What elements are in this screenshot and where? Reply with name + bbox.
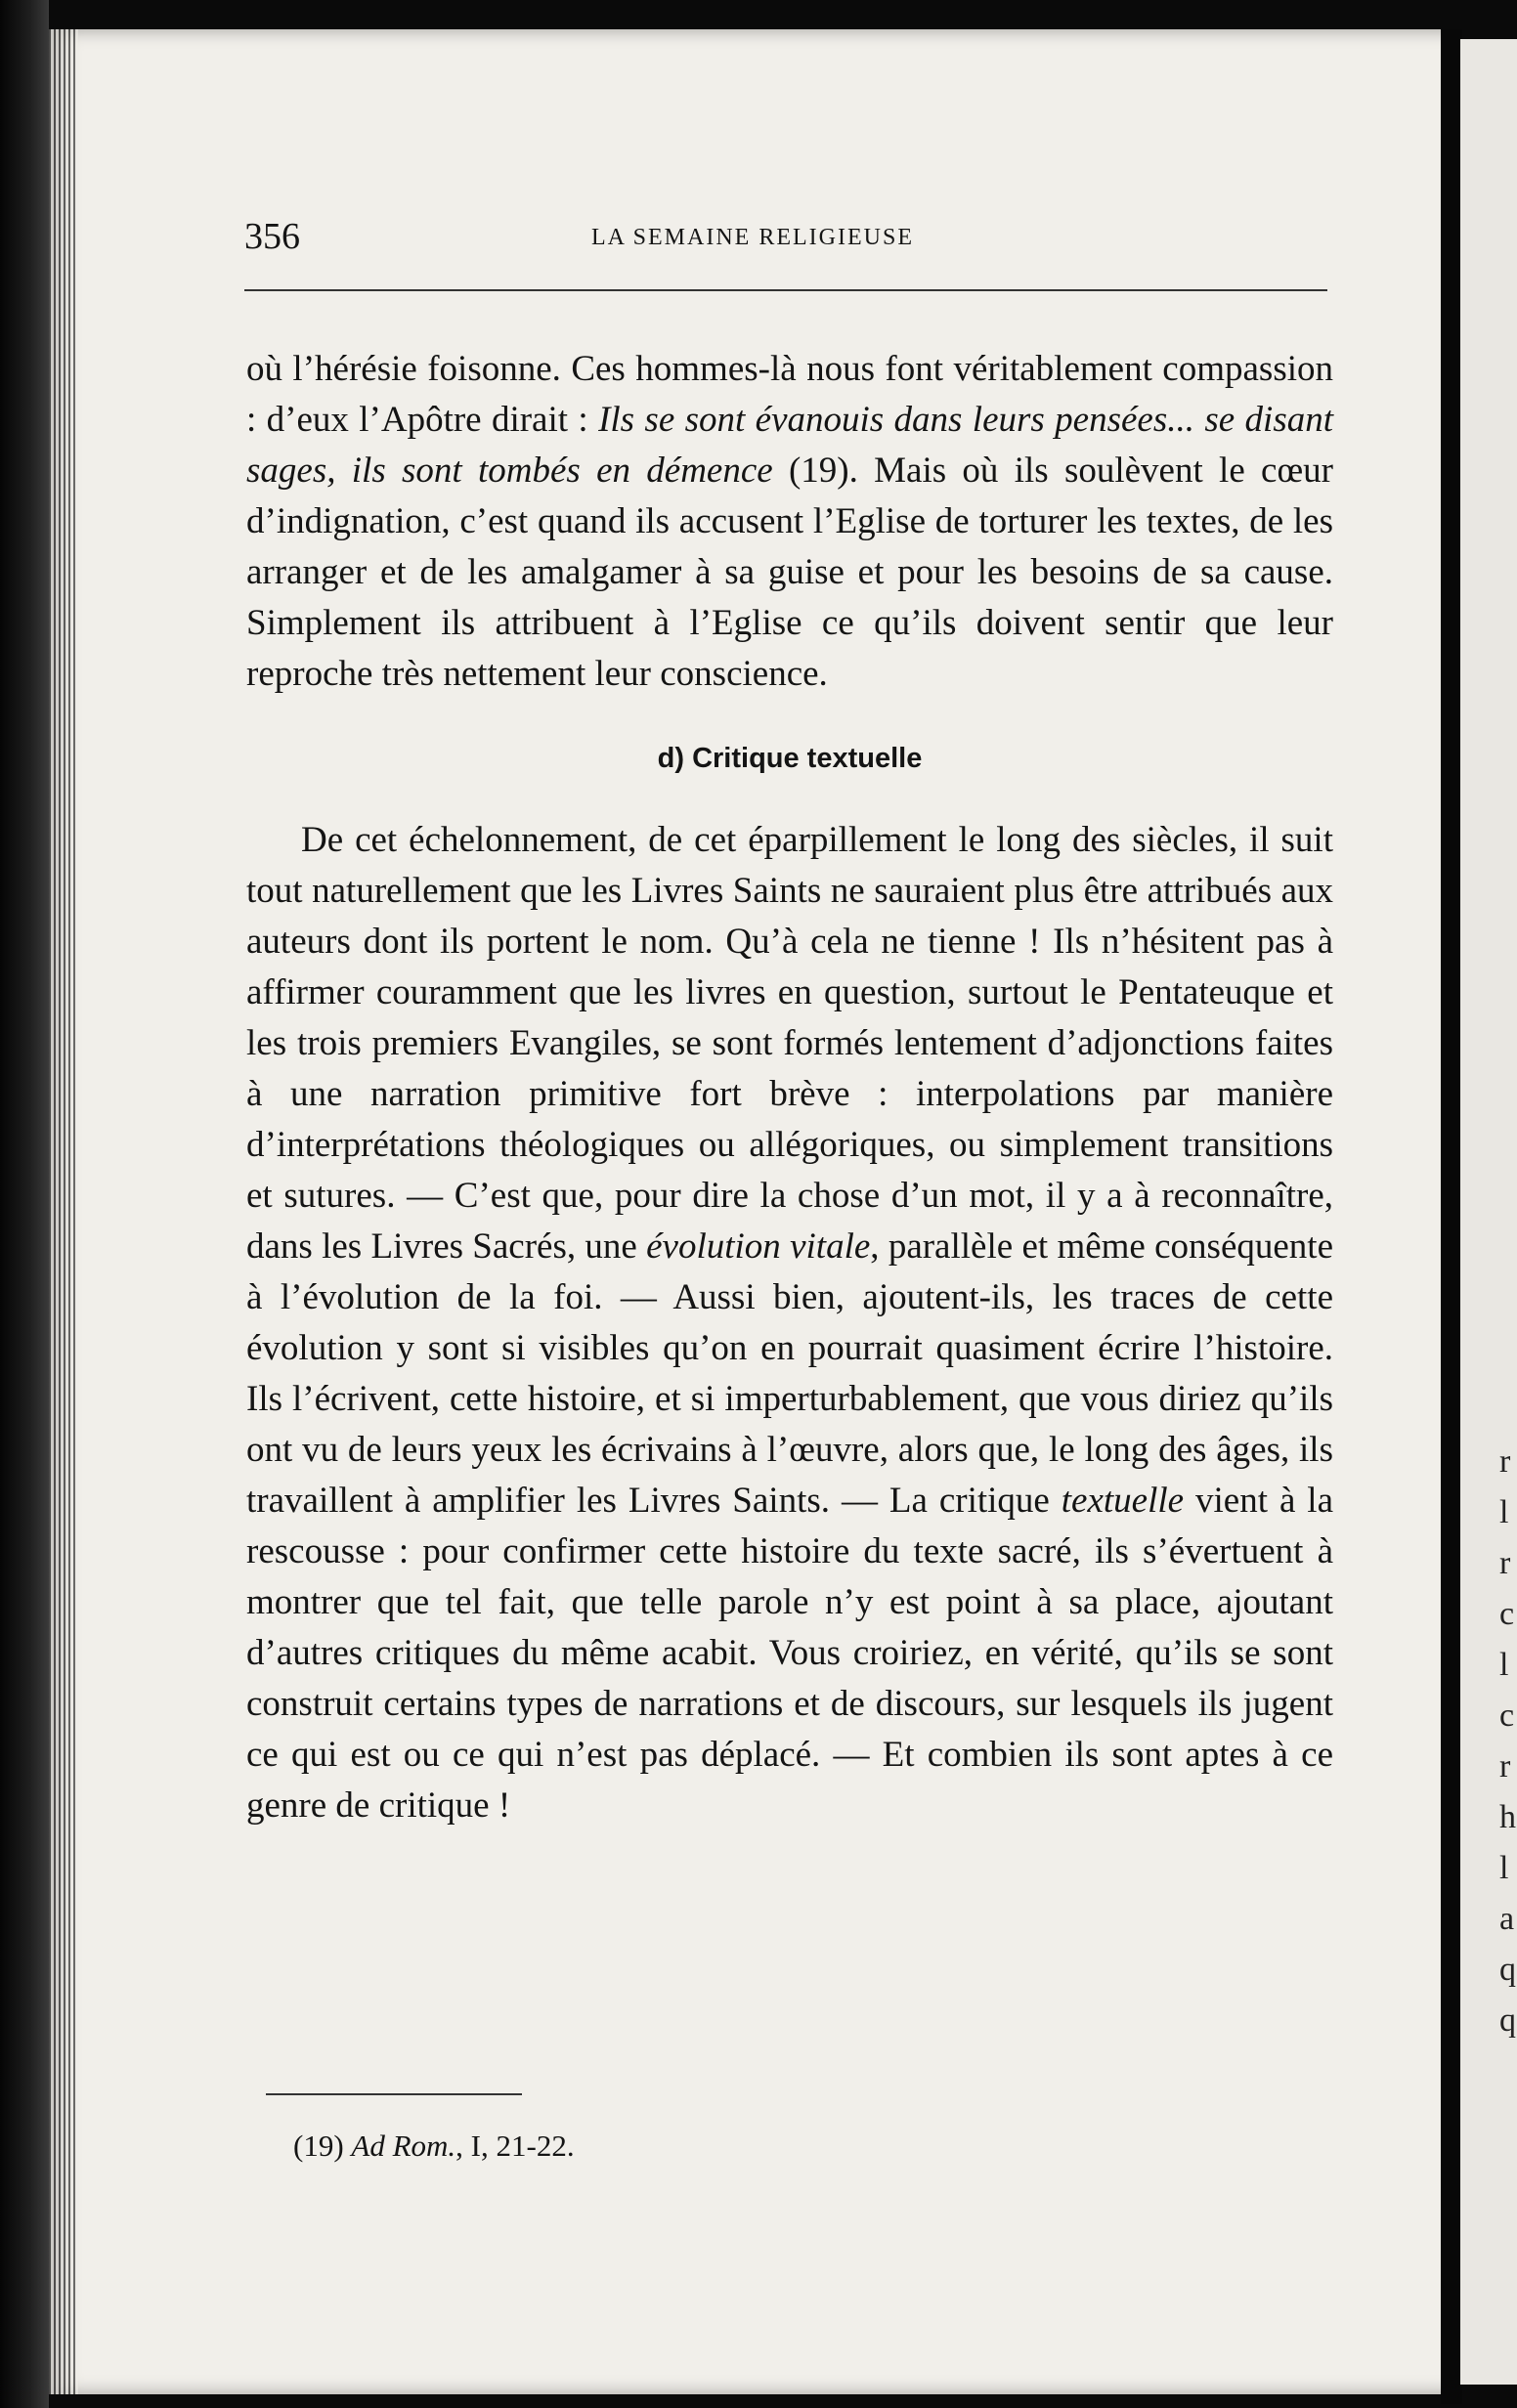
- page-body: [246, 344, 1333, 1831]
- facing-page-char: q: [1499, 2002, 1516, 2039]
- paragraph-1-text-b: (19). Mais où ils soulèvent le cœur d’indignation, c’est quand ils accusent l’Eglise de torturer les textes, de les arranger et de les amalgamer à sa guise et pour les besoins de sa cause. Simplement ils attribuent à l’Eglise ce qu’ils doivent sentir que leur reproche très nettement leur conscience.: [246, 451, 1333, 694]
- footnote-reference: , I, 21-22.: [455, 2128, 575, 2163]
- page-header: [244, 215, 1329, 274]
- running-title: LA SEMAINE RELIGIEUSE: [591, 225, 914, 250]
- page-number: 356: [244, 216, 300, 257]
- paragraph-2-italic-a: évolution vitale: [646, 1226, 871, 1267]
- book-binding-shadow: [0, 0, 49, 2408]
- facing-page-char: h: [1499, 1799, 1516, 1835]
- paragraph-2-text-a: De cet échelonnement, de cet éparpillement le long des siècles, il suit tout naturellement que les Livres Saints ne sauraient plus être attribués aux auteurs dont ils portent le nom. Qu’à cela ne tienne ! Ils n’hésitent pas à affirmer couramment que les livres en question, surtout le Pentateuque et les trois premiers Evangiles, se sont formés lentement d’adjonctions faites à une narration primitive fort brève : interpolations par manière d’interprétations théologiques ou allégoriques, ou simplement transitions et sutures. — C’est que, pour dire la chose d’un mot, il y a à reconnaître, dans les Livres Sacrés, une: [246, 820, 1333, 1267]
- section-heading: d) Critique textuelle: [657, 743, 923, 774]
- header-rule: [244, 289, 1327, 291]
- footnote-number: (19): [293, 2128, 344, 2163]
- facing-page-char: l: [1499, 1494, 1509, 1530]
- paragraph-2-italic-b: textuelle: [1061, 1481, 1185, 1521]
- facing-page-char: r: [1499, 1443, 1511, 1480]
- book-gutter: [1441, 29, 1462, 2404]
- paragraph-2-text-b: , parallèle et même conséquente à l’évolution de la foi. — Aussi bien, ajoutent-ils, les traces de cette évolution y sont si visibles qu’on en pourrait quasiment écrire l’histoire. Ils l’écrivent, cette histoire, et si imperturbablement, que vous diriez qu’ils ont vu de leurs yeux les écrivains à l’œuvre, alors que, le long des âges, ils travaillent à amplifier les Livres Saints. — La critique: [246, 1226, 1333, 1521]
- facing-page-text: [1499, 1437, 1517, 2046]
- paragraph-1-text-a: où l’hérésie foisonne. Ces hommes-là nous font véritablement compassion : d’eux l’Apôtre dirait :: [246, 349, 1333, 440]
- facing-page-char: l: [1499, 1850, 1509, 1886]
- page-edges: [49, 29, 78, 2394]
- facing-page-char: r: [1499, 1748, 1511, 1784]
- facing-page-char: r: [1499, 1545, 1511, 1581]
- paragraph-1-italic-quote: Ils se sont évanouis dans leurs pensées... se disant sages, ils sont tombés en démence: [246, 400, 1333, 491]
- facing-page-char: q: [1499, 1952, 1516, 1988]
- footnote-rule: [266, 2093, 522, 2095]
- facing-page-char: a: [1499, 1901, 1515, 1937]
- paragraph-2-text-c: vient à la rescousse : pour confirmer cette histoire du texte sacré, ils s’évertuent à montrer que tel fait, que telle parole n’y est point à sa place, ajoutant d’autres critiques du même acabit. Vous croiriez, en vérité, qu’ils se sont construit certains types de narrations et de discours, sur lesquels ils jugent ce qui est ou ce qui n’est pas déplacé. — Et combien ils sont aptes à ce genre de critique !: [246, 1481, 1333, 1826]
- facing-page-char: c: [1499, 1596, 1515, 1632]
- footnote: [293, 2128, 575, 2164]
- facing-page-char: l: [1499, 1647, 1509, 1683]
- facing-page-char: c: [1499, 1698, 1515, 1734]
- paragraph-1: [246, 344, 1333, 700]
- paragraph-2: [246, 815, 1333, 1831]
- footnote-source: Ad Rom.: [351, 2128, 456, 2163]
